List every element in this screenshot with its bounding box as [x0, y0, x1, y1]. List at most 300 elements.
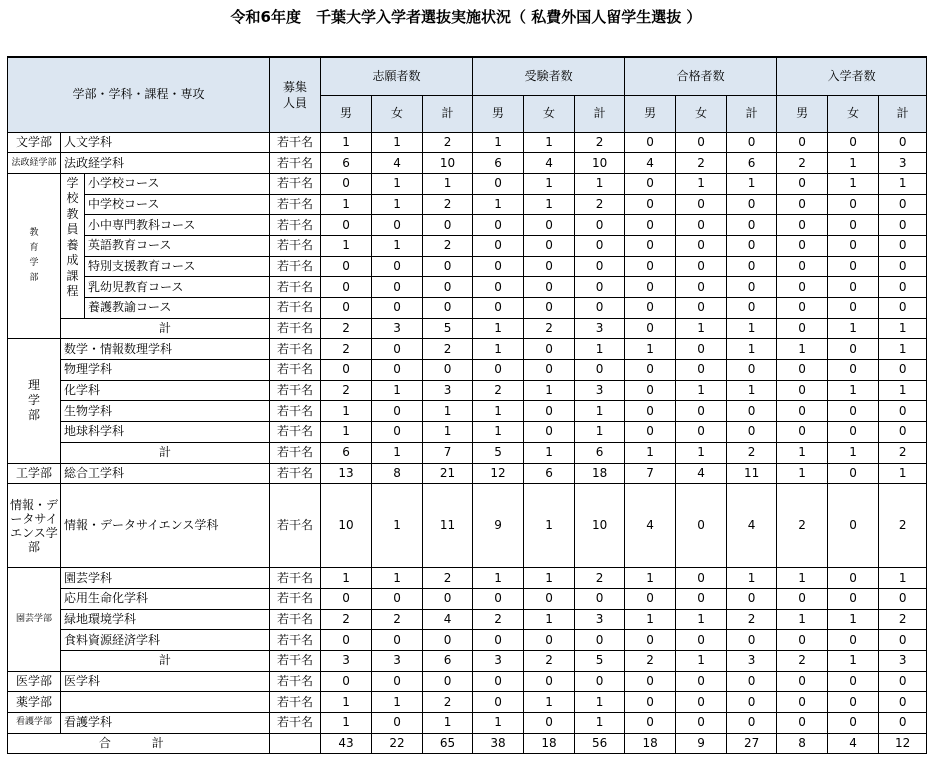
- table-cell-value: 0: [372, 630, 423, 651]
- table-cell-value: 3: [321, 650, 372, 671]
- table-cell-value: 0: [879, 256, 927, 277]
- table-cell-value: 1: [828, 318, 879, 339]
- recruit-count: 若干名: [270, 173, 321, 194]
- table-cell-value: 0: [473, 692, 524, 713]
- table-cell-value: 0: [524, 671, 575, 692]
- table-cell-value: 0: [321, 277, 372, 298]
- table-cell-value: 1: [777, 568, 828, 589]
- subtotal-label: 計: [61, 650, 270, 671]
- table-cell-value: 1: [321, 194, 372, 215]
- header-passed: 合格者数: [625, 57, 777, 95]
- table-cell-value: 1: [727, 339, 777, 360]
- table-cell-value: 2: [423, 339, 473, 360]
- table-cell-value: 3: [372, 650, 423, 671]
- table-cell-value: 0: [524, 630, 575, 651]
- table-cell-value: 1: [879, 463, 927, 484]
- table-cell-value: 0: [727, 630, 777, 651]
- header-total: 計: [423, 95, 473, 132]
- table-cell-value: 1: [372, 442, 423, 463]
- table-cell-value: 0: [727, 692, 777, 713]
- table-cell-value: 0: [777, 380, 828, 401]
- table-cell-value: 1: [777, 609, 828, 630]
- table-cell-value: 0: [575, 277, 625, 298]
- table-cell-value: 0: [473, 173, 524, 194]
- table-row: [8, 298, 927, 319]
- table-cell-value: 1: [828, 380, 879, 401]
- table-cell-value: 0: [625, 671, 676, 692]
- table-cell-value: 1: [372, 173, 423, 194]
- table-cell-value: 0: [777, 630, 828, 651]
- recruit-count: 若干名: [270, 215, 321, 236]
- table-cell-value: 0: [524, 277, 575, 298]
- recruit-count: 若干名: [270, 671, 321, 692]
- table-cell-value: 0: [372, 277, 423, 298]
- recruit-count: 若干名: [270, 380, 321, 401]
- table-cell-value: 0: [524, 360, 575, 381]
- recruit-count: 若干名: [270, 650, 321, 671]
- table-cell-value: 0: [524, 215, 575, 236]
- table-cell-value: 6: [321, 442, 372, 463]
- table-cell-value: 0: [727, 713, 777, 734]
- header-female: 女: [372, 95, 423, 132]
- faculty-name: [8, 692, 61, 713]
- table-cell-value: 0: [372, 713, 423, 734]
- table-cell-value: 0: [727, 256, 777, 277]
- page-title: 令和6年度 千葉大学入学者選抜実施状況（ 私費外国人留学生選抜 ）: [230, 8, 702, 26]
- table-row: [8, 339, 927, 360]
- table-cell-value: 1: [321, 568, 372, 589]
- table-cell-value: 0: [879, 132, 927, 153]
- header-applicants: 志願者数: [321, 57, 473, 95]
- faculty-name: [8, 568, 61, 671]
- table-cell-value: 2: [879, 609, 927, 630]
- table-cell-value: 1: [524, 568, 575, 589]
- table-cell-value: 1: [321, 713, 372, 734]
- table-cell-value: 10: [575, 153, 625, 174]
- table-cell-value: 0: [828, 692, 879, 713]
- faculty-name: [8, 463, 61, 484]
- table-cell-value: 38: [473, 733, 524, 754]
- table-cell-value: 1: [575, 401, 625, 422]
- table-cell-value: 0: [879, 360, 927, 381]
- faculty-label: 医学部: [15, 673, 52, 688]
- faculty-name: [8, 484, 61, 568]
- table-cell-value: 2: [777, 484, 828, 568]
- recruit-count: 若干名: [270, 630, 321, 651]
- table-cell-value: 2: [879, 484, 927, 568]
- table-cell-value: 0: [676, 235, 727, 256]
- table-cell-value: 0: [524, 235, 575, 256]
- table-cell-value: 4: [625, 484, 676, 568]
- table-cell-value: 0: [828, 463, 879, 484]
- table-cell-value: 0: [828, 339, 879, 360]
- table-cell-value: 0: [676, 568, 727, 589]
- faculty-name: [8, 671, 61, 692]
- table-cell-value: 1: [473, 401, 524, 422]
- faculty-label: 園芸学部: [15, 613, 52, 624]
- table-cell-value: 0: [879, 215, 927, 236]
- table-cell-value: 4: [423, 609, 473, 630]
- table-cell-value: 2: [676, 153, 727, 174]
- table-cell-value: 1: [727, 173, 777, 194]
- table-cell-value: 0: [879, 713, 927, 734]
- table-cell-value: 0: [372, 360, 423, 381]
- table-cell-value: 1: [575, 422, 625, 443]
- header-female: 女: [524, 95, 575, 132]
- table-cell-value: 1: [879, 173, 927, 194]
- table-cell-value: 56: [575, 733, 625, 754]
- table-body: [8, 132, 927, 754]
- table-cell-value: 0: [321, 360, 372, 381]
- table-cell-value: 0: [777, 318, 828, 339]
- table-cell-value: 0: [879, 298, 927, 319]
- table-cell-value: 3: [575, 609, 625, 630]
- table-cell-value: 1: [423, 422, 473, 443]
- table-cell-value: 6: [524, 463, 575, 484]
- table-cell-value: 43: [321, 733, 372, 754]
- table-cell-value: 0: [473, 671, 524, 692]
- department-name: 法政経学科: [61, 153, 270, 174]
- faculty-label: 理学部: [28, 378, 41, 423]
- table-cell-value: 0: [828, 360, 879, 381]
- table-cell-value: 0: [676, 401, 727, 422]
- table-cell-value: 0: [828, 215, 879, 236]
- table-cell-value: 1: [473, 568, 524, 589]
- table-cell-value: 1: [524, 132, 575, 153]
- table-cell-value: 0: [828, 713, 879, 734]
- table-row: [8, 713, 927, 734]
- table-cell-value: 0: [676, 339, 727, 360]
- department-name: 中学校コース: [85, 194, 270, 215]
- table-cell-value: 0: [473, 256, 524, 277]
- table-cell-value: 0: [321, 671, 372, 692]
- table-cell-value: 6: [423, 650, 473, 671]
- table-cell-value: 1: [676, 609, 727, 630]
- table-cell-value: 0: [676, 215, 727, 236]
- table-cell-value: 0: [524, 422, 575, 443]
- table-cell-value: 0: [372, 339, 423, 360]
- recruit-count: 若干名: [270, 256, 321, 277]
- table-cell-value: 27: [727, 733, 777, 754]
- table-cell-value: 0: [575, 630, 625, 651]
- table-cell-value: 0: [575, 298, 625, 319]
- table-cell-value: 1: [372, 194, 423, 215]
- table-cell-value: 0: [879, 194, 927, 215]
- table-cell-value: 0: [879, 277, 927, 298]
- table-cell-value: 1: [777, 442, 828, 463]
- table-cell-value: 0: [625, 588, 676, 609]
- table-cell-value: 0: [727, 360, 777, 381]
- table-cell-value: 0: [625, 630, 676, 651]
- table-cell-value: 0: [625, 713, 676, 734]
- table-row: [8, 153, 927, 174]
- table-cell-value: 10: [321, 484, 372, 568]
- header-recruit: 募集 人員: [270, 57, 321, 132]
- recruit-count: 若干名: [270, 339, 321, 360]
- table-cell-value: 0: [727, 132, 777, 153]
- table-cell-value: 6: [575, 442, 625, 463]
- table-cell-value: 3: [727, 650, 777, 671]
- table-cell-value: 2: [879, 442, 927, 463]
- table-cell-value: 0: [625, 422, 676, 443]
- table-cell-value: 0: [676, 132, 727, 153]
- department-name: 看護学科: [61, 713, 270, 734]
- table-cell-value: 3: [423, 380, 473, 401]
- table-cell-value: 1: [828, 153, 879, 174]
- recruit-count: 若干名: [270, 153, 321, 174]
- table-cell-value: 1: [423, 713, 473, 734]
- table-cell-value: 0: [727, 194, 777, 215]
- table-cell-value: 1: [372, 380, 423, 401]
- recruit-count: 若干名: [270, 484, 321, 568]
- header-male: 男: [777, 95, 828, 132]
- table-cell-value: 0: [727, 422, 777, 443]
- table-cell-value: 4: [372, 153, 423, 174]
- table-cell-value: 0: [777, 194, 828, 215]
- table-cell-value: 1: [727, 568, 777, 589]
- table-cell-value: 18: [575, 463, 625, 484]
- table-cell-value: 0: [828, 277, 879, 298]
- table-cell-value: 0: [625, 277, 676, 298]
- recruit-count: 若干名: [270, 298, 321, 319]
- table-cell-value: 1: [524, 484, 575, 568]
- table-cell-value: 1: [625, 609, 676, 630]
- table-cell-value: 0: [676, 671, 727, 692]
- table-cell-value: 0: [828, 298, 879, 319]
- table-cell-value: 2: [575, 132, 625, 153]
- department-name: 英語教育コース: [85, 235, 270, 256]
- table-cell-value: 0: [777, 173, 828, 194]
- table-cell-value: 1: [473, 194, 524, 215]
- table-cell-value: 1: [575, 713, 625, 734]
- table-cell-value: 0: [777, 401, 828, 422]
- table-cell-value: 0: [676, 194, 727, 215]
- table-cell-value: 5: [473, 442, 524, 463]
- table-cell-value: 1: [575, 339, 625, 360]
- table-cell-value: 1: [676, 442, 727, 463]
- department-name: 総合工学科: [61, 463, 270, 484]
- table-cell-value: 0: [625, 360, 676, 381]
- table-cell-value: 4: [625, 153, 676, 174]
- table-cell-value: 0: [676, 588, 727, 609]
- table-cell-value: 0: [423, 277, 473, 298]
- recruit-count: 若干名: [270, 318, 321, 339]
- table-row: [8, 235, 927, 256]
- table-cell-value: 0: [727, 277, 777, 298]
- table-cell-value: 1: [625, 442, 676, 463]
- table-cell-value: 0: [524, 298, 575, 319]
- table-cell-value: 6: [727, 153, 777, 174]
- course-label: 学校教員養成課程: [61, 173, 85, 318]
- table-cell-value: 1: [321, 235, 372, 256]
- admission-table: [7, 56, 927, 754]
- table-cell-value: 0: [625, 401, 676, 422]
- table-cell-value: 0: [879, 588, 927, 609]
- table-cell-value: 2: [423, 194, 473, 215]
- department-name: 緑地環境学科: [61, 609, 270, 630]
- table-cell-value: 1: [473, 422, 524, 443]
- table-cell-value: 0: [575, 235, 625, 256]
- table-cell-value: 4: [828, 733, 879, 754]
- header-male: 男: [625, 95, 676, 132]
- table-cell-value: 1: [879, 318, 927, 339]
- table-cell-value: 0: [828, 630, 879, 651]
- table-cell-value: 1: [676, 380, 727, 401]
- table-cell-value: 0: [372, 422, 423, 443]
- table-cell-value: 2: [372, 609, 423, 630]
- header-female: 女: [828, 95, 879, 132]
- department-name: [61, 692, 270, 713]
- table-cell-value: 0: [727, 401, 777, 422]
- table-cell-value: 1: [828, 173, 879, 194]
- faculty-name: [8, 173, 61, 339]
- department-name: 数学・情報数理学科: [61, 339, 270, 360]
- department-name: 生物学科: [61, 401, 270, 422]
- table-cell-value: 0: [524, 588, 575, 609]
- subtotal-row: [8, 650, 927, 671]
- table-cell-value: 0: [828, 235, 879, 256]
- department-name: 医学科: [61, 671, 270, 692]
- table-cell-value: 1: [575, 173, 625, 194]
- faculty-label: 看護学部: [15, 717, 52, 728]
- table-cell-value: 0: [727, 671, 777, 692]
- table-cell-value: 0: [473, 360, 524, 381]
- department-name: 化学科: [61, 380, 270, 401]
- subtotal-label: 計: [61, 318, 270, 339]
- department-name: 小学校コース: [85, 173, 270, 194]
- table-cell-value: 0: [625, 692, 676, 713]
- table-cell-value: 13: [321, 463, 372, 484]
- table-cell-value: 0: [777, 692, 828, 713]
- table-cell-value: 1: [625, 339, 676, 360]
- table-cell-value: 0: [879, 671, 927, 692]
- table-cell-value: 0: [676, 713, 727, 734]
- table-cell-value: 1: [777, 463, 828, 484]
- table-cell-value: 0: [879, 401, 927, 422]
- table-cell-value: 18: [524, 733, 575, 754]
- table-cell-value: 0: [777, 298, 828, 319]
- table-cell-value: 3: [879, 153, 927, 174]
- table-cell-value: 0: [321, 215, 372, 236]
- table-cell-value: 1: [676, 650, 727, 671]
- recruit-count: 若干名: [270, 609, 321, 630]
- table-cell-value: 0: [727, 298, 777, 319]
- table-cell-value: 0: [828, 671, 879, 692]
- subtotal-row: [8, 318, 927, 339]
- table-cell-value: 1: [372, 132, 423, 153]
- table-cell-value: 1: [777, 339, 828, 360]
- table-cell-value: 1: [727, 380, 777, 401]
- table-cell-value: 1: [879, 380, 927, 401]
- table-cell-value: 0: [777, 215, 828, 236]
- table-cell-value: 0: [879, 692, 927, 713]
- table-cell-value: 2: [727, 609, 777, 630]
- table-cell-value: 3: [575, 380, 625, 401]
- faculty-name: [8, 153, 61, 174]
- table-cell-value: 11: [423, 484, 473, 568]
- table-cell-value: 0: [625, 380, 676, 401]
- table-cell-value: 0: [625, 298, 676, 319]
- table-row: [8, 401, 927, 422]
- header-male: 男: [473, 95, 524, 132]
- table-cell-value: 1: [321, 401, 372, 422]
- table-cell-value: 0: [777, 132, 828, 153]
- table-cell-value: 0: [372, 298, 423, 319]
- table-cell-value: 0: [676, 630, 727, 651]
- table-cell-value: 1: [524, 380, 575, 401]
- table-cell-value: 1: [575, 692, 625, 713]
- table-cell-value: 1: [473, 318, 524, 339]
- department-name: 応用生命化学科: [61, 588, 270, 609]
- table-cell-value: 2: [473, 380, 524, 401]
- table-cell-value: 0: [625, 256, 676, 277]
- table-cell-value: 0: [625, 173, 676, 194]
- table-cell-value: 1: [676, 173, 727, 194]
- table-cell-value: 0: [625, 235, 676, 256]
- table-cell-value: 1: [828, 442, 879, 463]
- table-cell-value: 0: [828, 256, 879, 277]
- table-cell-value: 2: [321, 339, 372, 360]
- table-cell-value: 2: [423, 568, 473, 589]
- table-cell-value: 9: [473, 484, 524, 568]
- table-row: [8, 588, 927, 609]
- table-cell-value: 2: [321, 609, 372, 630]
- table-cell-value: 0: [828, 588, 879, 609]
- table-cell-value: 3: [473, 650, 524, 671]
- table-cell-value: 1: [321, 132, 372, 153]
- table-row: [8, 692, 927, 713]
- table-cell-value: 0: [321, 298, 372, 319]
- recruit-count: 若干名: [270, 194, 321, 215]
- grand-total-label: 合 計: [8, 733, 270, 754]
- table-row: [8, 630, 927, 651]
- table-cell-value: 0: [372, 256, 423, 277]
- table-cell-value: 2: [473, 609, 524, 630]
- table-cell-value: 1: [828, 650, 879, 671]
- table-cell-value: 1: [423, 173, 473, 194]
- table-cell-value: 0: [473, 215, 524, 236]
- table-cell-value: 0: [828, 568, 879, 589]
- department-name: 地球科学科: [61, 422, 270, 443]
- table-cell-value: 5: [575, 650, 625, 671]
- table-cell-value: 1: [524, 442, 575, 463]
- recruit-count: 若干名: [270, 277, 321, 298]
- table-cell-value: 2: [423, 235, 473, 256]
- table-cell-value: 1: [372, 484, 423, 568]
- table-cell-value: 0: [524, 339, 575, 360]
- table-cell-value: 0: [777, 256, 828, 277]
- table-cell-value: 0: [625, 215, 676, 236]
- table-cell-value: 2: [575, 568, 625, 589]
- recruit-count: 若干名: [270, 588, 321, 609]
- table-row: [8, 484, 927, 568]
- faculty-name: [8, 339, 61, 463]
- table-cell-value: 3: [575, 318, 625, 339]
- table-cell-value: 2: [524, 650, 575, 671]
- table-cell-value: 0: [473, 298, 524, 319]
- header-total: 計: [879, 95, 927, 132]
- table-cell-value: 0: [473, 588, 524, 609]
- table-cell-value: 9: [676, 733, 727, 754]
- table-cell-value: 0: [423, 671, 473, 692]
- table-cell-value: 0: [372, 671, 423, 692]
- table-cell-value: 5: [423, 318, 473, 339]
- table-cell-value: 0: [524, 401, 575, 422]
- table-row: [8, 277, 927, 298]
- table-cell-value: 4: [727, 484, 777, 568]
- table-cell-value: 12: [473, 463, 524, 484]
- faculty-label: 文学部: [15, 134, 52, 149]
